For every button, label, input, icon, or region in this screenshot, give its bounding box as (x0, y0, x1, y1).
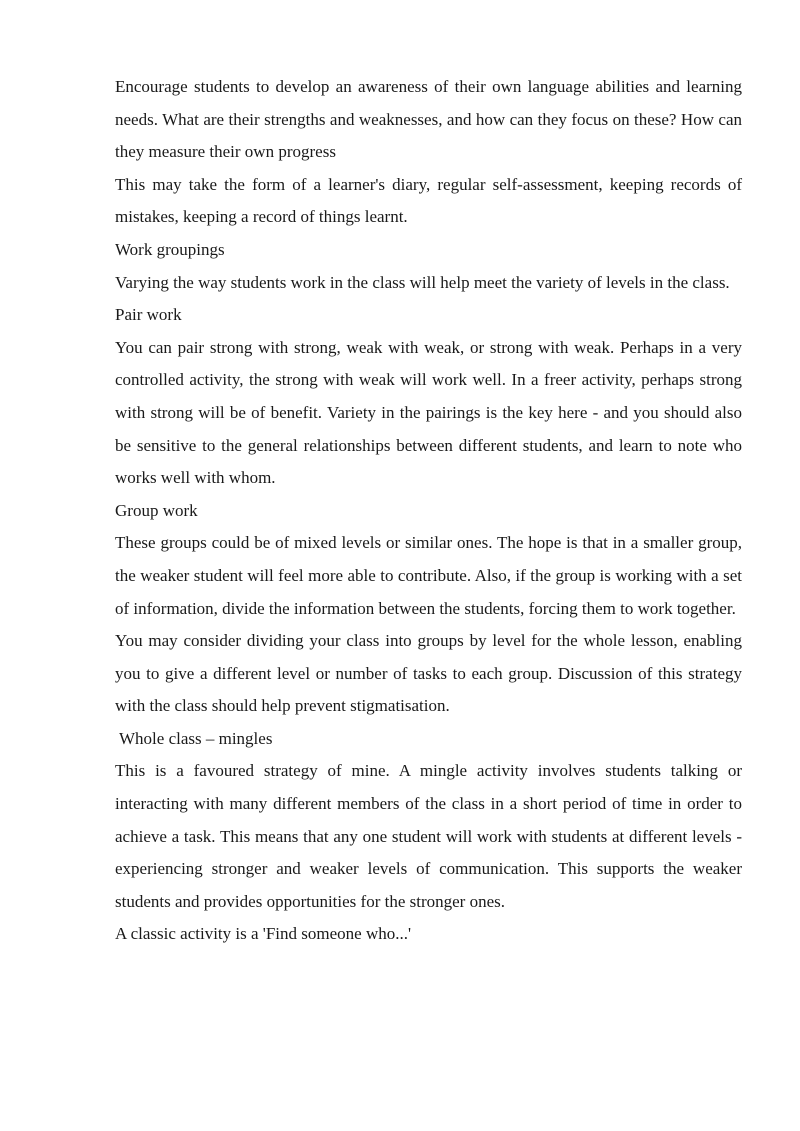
paragraph-pair-work: You can pair strong with strong, weak with weak, or strong with weak. Perhaps in a very controlled activity, the strong with weak will work well. In a freer activity, perhaps strong with strong will be of benefit. Variety in the pairings is the key here - and you should also be sensitive to the general relationships between different students, and learn to note who works well with whom. (115, 337, 742, 488)
paragraph-self-assessment: This may take the form of a learner's diary, regular self-assessment, keeping records of mistakes, keeping a record of things learnt. (115, 174, 742, 227)
paragraph-classic-activity: A classic activity is a 'Find someone who...' (115, 924, 412, 944)
paragraph-varying-work: Varying the way students work in the class will help meet the variety of levels in the class. (115, 272, 730, 292)
paragraph-mingles: This is a favoured strategy of mine. A mingle activity involves students talking or interacting with many different members of the class in a short period of time in order to achieve a task. This means that any one student will work with students at different levels - experiencing stronger and weaker levels of communication. This supports the weaker students and provides opportunities for the stronger ones. (115, 761, 742, 911)
paragraph-dividing-class: You may consider dividing your class into groups by level for the whole lesson, enabling you to give a different level or number of tasks to each group. Discussion of this strategy with the class should help prevent stigmatisation. (115, 631, 742, 716)
heading-group-work: Group work (115, 500, 198, 520)
document-body (115, 71, 742, 951)
heading-pair-work: Pair work (115, 305, 182, 325)
heading-whole-class-mingles: Whole class – mingles (119, 728, 273, 748)
paragraph-self-awareness: Encourage students to develop an awareness of their own language abilities and learning needs. What are their strengths and weaknesses, and how can they focus on these? How can they measure their own progress (115, 77, 742, 162)
paragraph-group-work: These groups could be of mixed levels or similar ones. The hope is that in a smaller group, the weaker student will feel more able to contribute. Also, if the group is working with a set of information, divide the information between the students, forcing them to work together. (115, 533, 742, 618)
heading-work-groupings: Work groupings (115, 239, 225, 259)
